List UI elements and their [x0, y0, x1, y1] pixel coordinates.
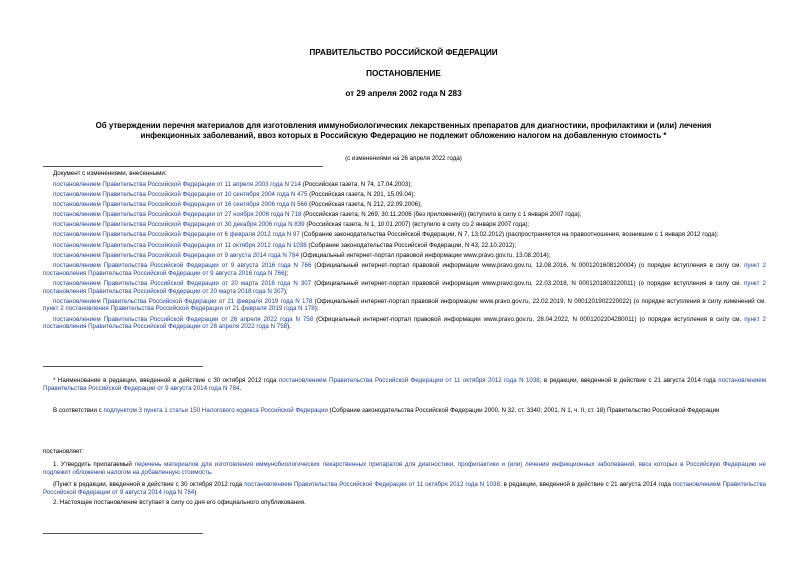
point-1-note	[43, 481, 766, 497]
point-1-note-text-2: ; в редакции, введенной в действие с 21 августа 2014 года	[499, 481, 673, 488]
point-2: 2. Настоящее постановление вступает в силу со дня его официального опубликования.	[53, 499, 306, 506]
change-details: (Официальный интернет-портал правовой информации www.pravo.gov.ru, 22.03.2018, N 0001201803220011) (о порядке вступления в силу см.	[311, 279, 745, 287]
tax-code-link[interactable]: подпунктом 3 пункта 1 статьи 150 Налогового кодекса Российской Федерации	[103, 407, 328, 414]
changes-list	[43, 170, 766, 333]
changes-heading: Документ с изменениями, внесенными:	[53, 170, 167, 177]
change-effect-link[interactable]: пункт 2 постановления Правительства Российской Федерации от 21 февраля 2019 года N 178	[43, 305, 315, 313]
footnote-text-1: * Наименование в редакции, введенной в действие с 30 октября 2012 года	[53, 377, 279, 384]
change-item	[43, 221, 766, 229]
change-tail: );	[314, 305, 319, 313]
change-details: (Российская газета, N 1, 10.01.2007) (вступило в силу со 2 января 2007 года);	[304, 221, 530, 229]
document-kind: ПОСТАНОВЛЕНИЕ	[366, 69, 441, 78]
title-footnote	[43, 377, 766, 393]
document-title: Об утверждении перечня материалов для изготовления иммунобиологических лекарственных препаратов для диагностики, профилактики и (или) лечения инфекционных заболеваний, ввоз которых в Российскую Федерацию не подлежит обложению налогом на добавленную стоимость *	[95, 121, 712, 141]
change-item	[43, 211, 766, 219]
divider-footnote	[43, 366, 203, 367]
change-item	[43, 181, 766, 189]
point-1-note-text-1: (Пункт в редакции, введенной в действие с 30 октября 2012 года	[53, 481, 245, 488]
basis-text-2: (Собрание законодательства Российской Федерации 2000, N 32, ст. 3340; 2001, N 1, ч. II, ст. 18) Правительство Российской Федерации	[327, 407, 720, 414]
change-item	[43, 280, 766, 296]
change-link[interactable]: постановлением Правительства Российской Федерации от 27 ноября 2006 года N 718	[53, 211, 302, 219]
change-tail: ).	[287, 323, 291, 331]
change-item	[43, 298, 766, 314]
change-link[interactable]: постановлением Правительства Российской Федерации от 16 сентября 2006 года N 566	[53, 201, 308, 209]
change-details: (Официальный интернет-портал правовой информации www.pravo.gov.ru, 28.04.2022, N 0001202204280011) (о порядке вступления в силу см.	[313, 315, 745, 323]
divider-bottom	[43, 533, 203, 534]
change-link[interactable]: постановлением Правительства Российской Федерации от 20 марта 2018 года N 307	[53, 279, 312, 287]
footnote-link-1038[interactable]: постановлением Правительства Российской Федерации от 11 октября 2012 года N 1038	[278, 377, 540, 384]
footnote-link-784[interactable]: постановлением Правительства Российской Федерации от 9 августа 2014 года N 784	[43, 377, 766, 392]
change-link[interactable]: постановлением Правительства Российской Федерации от 30 декабря 2006 года N 839	[53, 221, 305, 229]
change-link[interactable]: постановлением Правительства Российской Федерации от 26 апреля 2022 года N 758	[53, 315, 314, 323]
change-link[interactable]: постановлением Правительства Российской Федерации от 6 февраля 2012 года N 97	[53, 231, 300, 239]
change-details: (Официальный интернет-портал правовой информации www.pravo.gov.ru, 13.08.2014);	[298, 251, 551, 259]
change-details: (Собрание законодательства Российской Федерации, N 43, 22.10.2012);	[306, 241, 517, 249]
point-1-note-text-3: )	[194, 488, 197, 496]
change-effect-link[interactable]: пункт 2 постановления Правительства Российской Федерации от 26 апреля 2022 года N 758	[43, 315, 766, 331]
point-1-text: 1. Утвердить прилагаемый	[53, 461, 135, 468]
change-details: (Официальный интернет-портал правовой информации www.pravo.gov.ru, 12.08.2016, N 0001201608120004) (о порядке вступления в силу см.	[311, 261, 745, 269]
amended-note: (с изменениями на 26 апреля 2022 года)	[345, 155, 462, 162]
change-details: (Российская газета, N 269, 30.11.2006 (без приложений)) (вступило в силу с 1 января 2007 года);	[301, 211, 582, 219]
change-details: (Собрание законодательства Российской Федерации, N 7, 13.02.2012) (распространяется на правоотношения, возникшие с 1 января 2012 года);	[299, 231, 719, 239]
basis-text-1: В соответствии с	[53, 407, 104, 414]
materials-list-link[interactable]: перечень материалов для изготовления иммунобиологических лекарственных препаратов для диагностики, профилактики и (или) лечения инфекционных заболеваний, ввоз которых в Российскую Федерацию не подлежит обложению налогом на добавленную стоимость	[43, 461, 766, 476]
footnote-text-3: .	[239, 384, 242, 392]
change-details: (Российская газета, N 74, 17.04.2003);	[301, 180, 413, 188]
change-item	[43, 252, 766, 260]
change-link[interactable]: постановлением Правительства Российской Федерации от 11 апреля 2003 года N 214	[53, 180, 301, 188]
divider-top	[43, 166, 323, 167]
basis-paragraph	[43, 407, 766, 415]
change-tail: );	[284, 269, 289, 277]
change-link[interactable]: постановлением Правительства Российской Федерации от 11 октября 2012 года N 1038	[53, 241, 307, 249]
changes-items	[43, 181, 766, 331]
change-item	[43, 231, 766, 239]
change-link[interactable]: постановлением Правительства Российской Федерации от 10 сентября 2004 года N 475	[53, 190, 308, 198]
change-link[interactable]: постановлением Правительства Российской Федерации от 21 февраля 2019 года N 178	[53, 297, 313, 305]
point-1	[43, 461, 766, 477]
government-name: ПРАВИТЕЛЬСТВО РОССИЙСКОЙ ФЕДЕРАЦИИ	[309, 48, 498, 57]
decree-word: постановляет:	[43, 448, 84, 455]
change-effect-link[interactable]: пункт 2 постановления Правительства Российской Федерации от 20 марта 2018 года N 307	[43, 279, 766, 295]
change-item	[43, 262, 766, 278]
change-link[interactable]: постановлением Правительства Российской Федерации от 9 августа 2014 года N 784	[53, 251, 299, 259]
change-item	[43, 242, 766, 250]
change-details: (Российская газета, N 212, 22.09.2006);	[307, 201, 422, 209]
change-tail: );	[283, 287, 288, 295]
change-details: (Российская газета, N 201, 15.09.04);	[307, 190, 415, 198]
change-item	[43, 191, 766, 199]
document-date-number: от 29 апреля 2002 года N 283	[345, 89, 462, 98]
change-item	[43, 201, 766, 209]
change-effect-link[interactable]: пункт 2 постановления Правительства Российской Федерации от 9 августа 2016 года N 766	[43, 261, 766, 277]
point-1-note-link-1038[interactable]: постановлением Правительства Российской Федерации от 11 октября 2012 года N 1038	[244, 481, 500, 488]
point-1-end: .	[211, 468, 213, 476]
change-details: (Официальный интернет-портал правовой информации www.pravo.gov.ru, 22.02.2019, N 0001201902220022) (о порядке вступления в силу изменений см.	[312, 297, 766, 305]
footnote-text-2: ; в редакции, введенной в действие с 21 августа 2014 года	[539, 377, 719, 384]
point-1-note-link-784[interactable]: постановлением Правительства Российской Федерации от 9 августа 2014 года N 784	[43, 481, 766, 496]
change-link[interactable]: постановлением Правительства Российской Федерации от 9 августа 2016 года N 766	[53, 261, 312, 269]
change-item	[43, 316, 766, 332]
